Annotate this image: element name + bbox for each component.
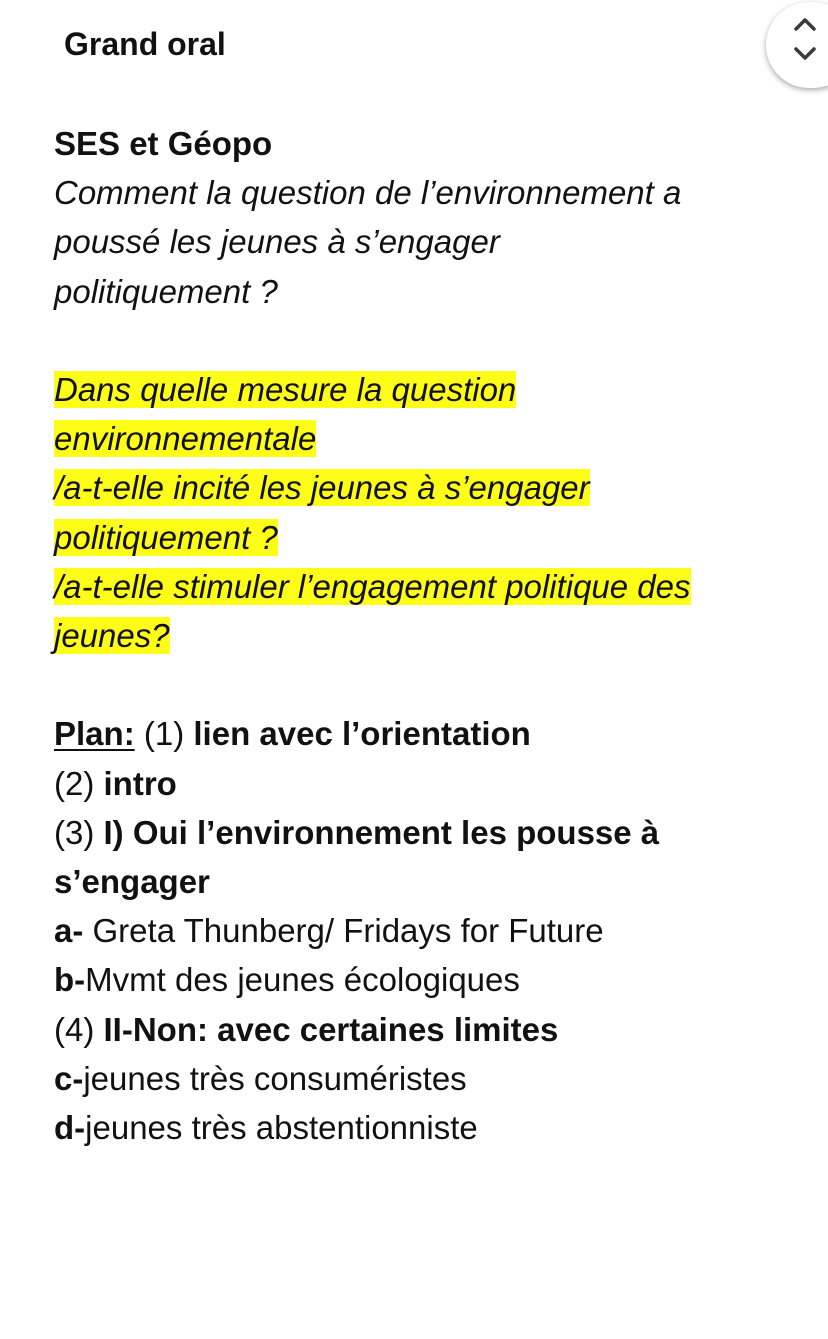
spacer bbox=[54, 660, 794, 709]
question-line: poussé les jeunes à s’engager bbox=[54, 223, 500, 261]
highlight: Dans quelle mesure la question bbox=[54, 371, 517, 408]
subitem-text: Mvmt des jeunes écologiques bbox=[85, 961, 520, 999]
highlight: environnementale bbox=[54, 420, 317, 458]
plan-item-3 bbox=[54, 808, 794, 857]
plan-item-text: II-Non: avec certaines limites bbox=[103, 1010, 559, 1048]
highlight: /a-t-elle incité les jeunes à s’engager bbox=[54, 469, 590, 507]
plan-label: Plan: bbox=[54, 715, 135, 753]
plan-item-number: (3) bbox=[54, 813, 95, 851]
question-line: politiquement ? bbox=[54, 272, 278, 310]
subitem-text: jeunes très abstentionniste bbox=[85, 1109, 478, 1147]
plan-subitem-a bbox=[54, 906, 794, 955]
subitem-label: b- bbox=[54, 961, 86, 999]
document-title: Grand oral bbox=[64, 26, 226, 62]
chevron-down-icon bbox=[792, 46, 818, 62]
plan-item-4 bbox=[54, 1005, 794, 1054]
plan-item-text: I) Oui l’environnement les pousse à bbox=[103, 813, 660, 851]
highlighted-problem-line bbox=[54, 562, 794, 611]
plan-subitem-c bbox=[54, 1054, 794, 1103]
subject-heading: SES et Géopo bbox=[54, 125, 273, 162]
highlight: politiquement ? bbox=[54, 518, 278, 556]
plan-item-number: (4) bbox=[54, 1010, 95, 1048]
highlighted-problem-line bbox=[54, 463, 794, 512]
subitem-label: c- bbox=[54, 1059, 84, 1097]
scroll-navigation-widget bbox=[766, 2, 828, 88]
chevron-up-icon bbox=[792, 16, 818, 32]
scroll-up-button[interactable] bbox=[790, 10, 820, 38]
plan-subitem-d bbox=[54, 1103, 794, 1152]
highlight: /a-t-elle stimuler l’engagement politique des bbox=[54, 567, 691, 605]
spacer bbox=[54, 316, 794, 365]
highlighted-problem-line bbox=[54, 513, 794, 562]
highlighted-problem-line bbox=[54, 611, 794, 660]
subitem-label: a- bbox=[54, 912, 84, 950]
plan-item-number: (2) bbox=[54, 764, 95, 802]
plan-item-number: (1) bbox=[143, 715, 185, 753]
highlighted-problem-line bbox=[54, 365, 794, 414]
plan-subitem-b bbox=[54, 955, 794, 1004]
highlight: jeunes? bbox=[54, 617, 170, 655]
scroll-down-button[interactable] bbox=[790, 40, 820, 68]
subitem-text: Greta Thunberg/ Fridays for Future bbox=[92, 912, 604, 950]
plan-item-1 bbox=[54, 709, 794, 758]
plan-item-text: intro bbox=[103, 764, 177, 802]
document-body bbox=[54, 119, 794, 1152]
plan-item-text: lien avec l’orientation bbox=[193, 715, 531, 753]
subitem-text: jeunes très consuméristes bbox=[83, 1059, 467, 1097]
highlighted-problem-line bbox=[54, 414, 794, 463]
question-line: Comment la question de l’environnement a bbox=[54, 174, 682, 212]
plan-item-2 bbox=[54, 759, 794, 808]
subitem-label: d- bbox=[54, 1109, 86, 1147]
plan-item-3-continuation: s’engager bbox=[54, 863, 210, 901]
